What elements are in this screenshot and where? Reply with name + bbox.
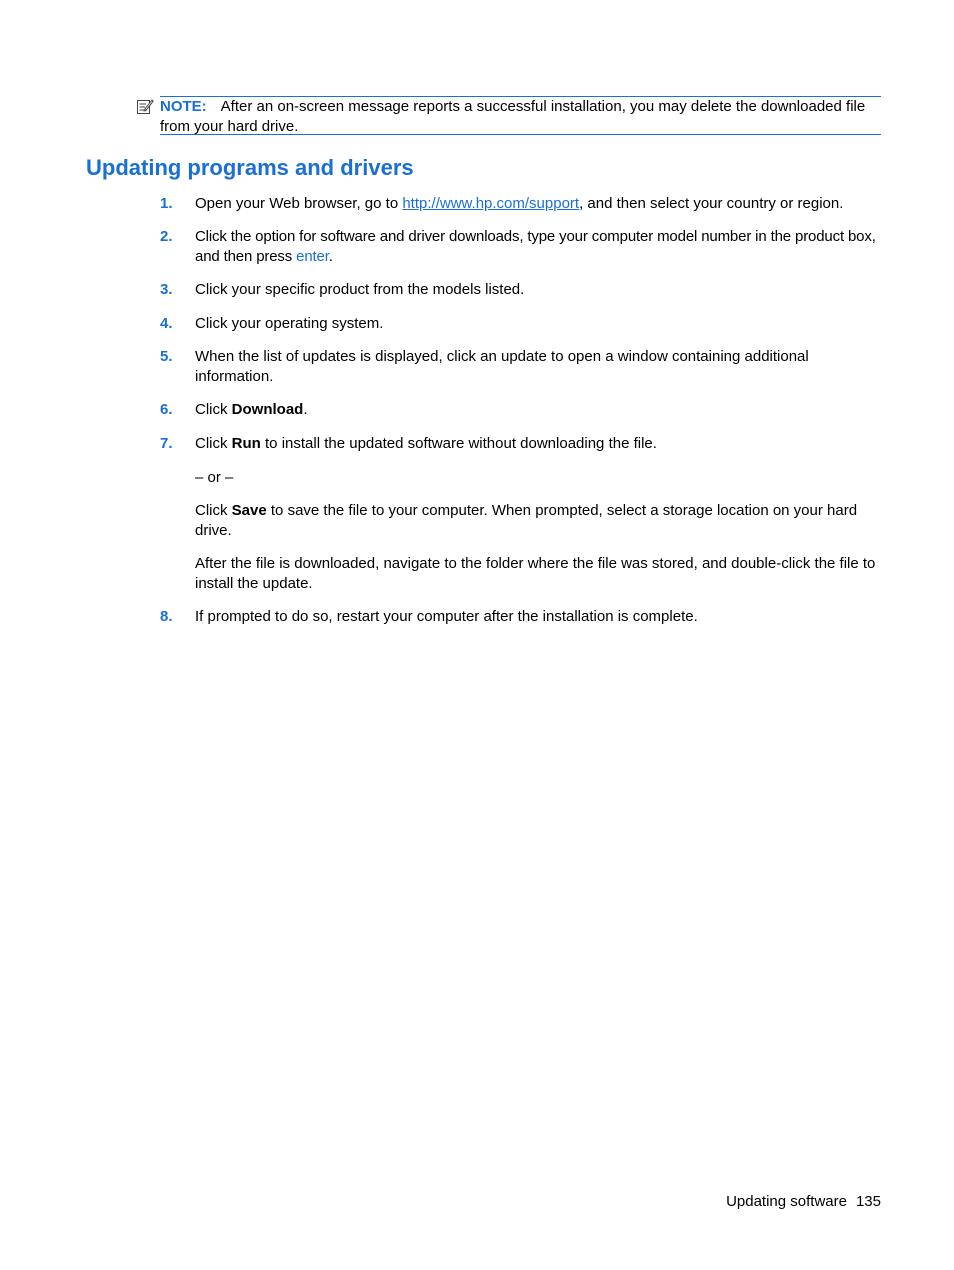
download-label: Download xyxy=(231,401,304,418)
step-text-start: Click xyxy=(195,502,232,519)
followup-text: After the file is downloaded, navigate to the folder where the file was stored, and double-click the file to install the update. xyxy=(195,555,876,592)
note-box xyxy=(136,95,881,135)
save-label: Save xyxy=(231,502,267,519)
note-bottom-rule xyxy=(160,134,881,135)
step-text: When the list of updates is displayed, click an update to open a window containing additional information. xyxy=(195,348,809,385)
step-number: 6. xyxy=(160,401,173,418)
hp-support-link[interactable]: http://www.hp.com/support xyxy=(402,195,580,212)
note-label: NOTE: xyxy=(160,98,207,115)
step-number: 3. xyxy=(160,281,173,298)
page-number: 135 xyxy=(855,1193,881,1210)
step-text-start: Open your Web browser, go to xyxy=(195,195,403,212)
or-separator: – or – xyxy=(195,469,234,486)
section-title: Updating programs and drivers xyxy=(86,155,414,180)
step-text xyxy=(195,400,885,420)
run-label: Run xyxy=(231,435,261,452)
step-number: 5. xyxy=(160,348,173,365)
step-number: 4. xyxy=(160,315,173,332)
step-number: 7. xyxy=(160,435,173,452)
save-option-text xyxy=(195,501,885,541)
page-footer xyxy=(726,1192,881,1212)
step-number: 8. xyxy=(160,608,173,625)
step-text-end: , and then select your country or region. xyxy=(579,195,844,212)
step-text-start: Click xyxy=(195,435,232,452)
step-text: If prompted to do so, restart your computer after the installation is complete. xyxy=(195,608,698,625)
note-body: After an on-screen message reports a successful installation, you may delete the downloaded file from your hard drive. xyxy=(160,98,866,135)
note-text xyxy=(160,97,884,137)
footer-section: Updating software xyxy=(726,1193,847,1210)
step-text xyxy=(195,434,885,454)
step-number: 1. xyxy=(160,195,173,212)
step-text xyxy=(195,227,885,267)
step-text-end: to save the file to your computer. When prompted, select a storage location on your hard drive. xyxy=(195,502,858,539)
note-pencil-icon xyxy=(136,97,154,115)
step-text: Click your operating system. xyxy=(195,315,384,332)
step-text xyxy=(195,194,885,214)
step-text-start: Click the option for software and driver downloads, type your computer model number in the product box, and then press xyxy=(195,228,876,265)
step-text: Click your specific product from the models listed. xyxy=(195,281,525,298)
step-text-end: . xyxy=(328,248,333,265)
step-text-end: . xyxy=(303,401,308,418)
enter-key: enter xyxy=(296,248,329,265)
step-text-start: Click xyxy=(195,401,232,418)
step-text-end: to install the updated software without downloading the file. xyxy=(260,435,657,452)
step-number: 2. xyxy=(160,228,173,245)
